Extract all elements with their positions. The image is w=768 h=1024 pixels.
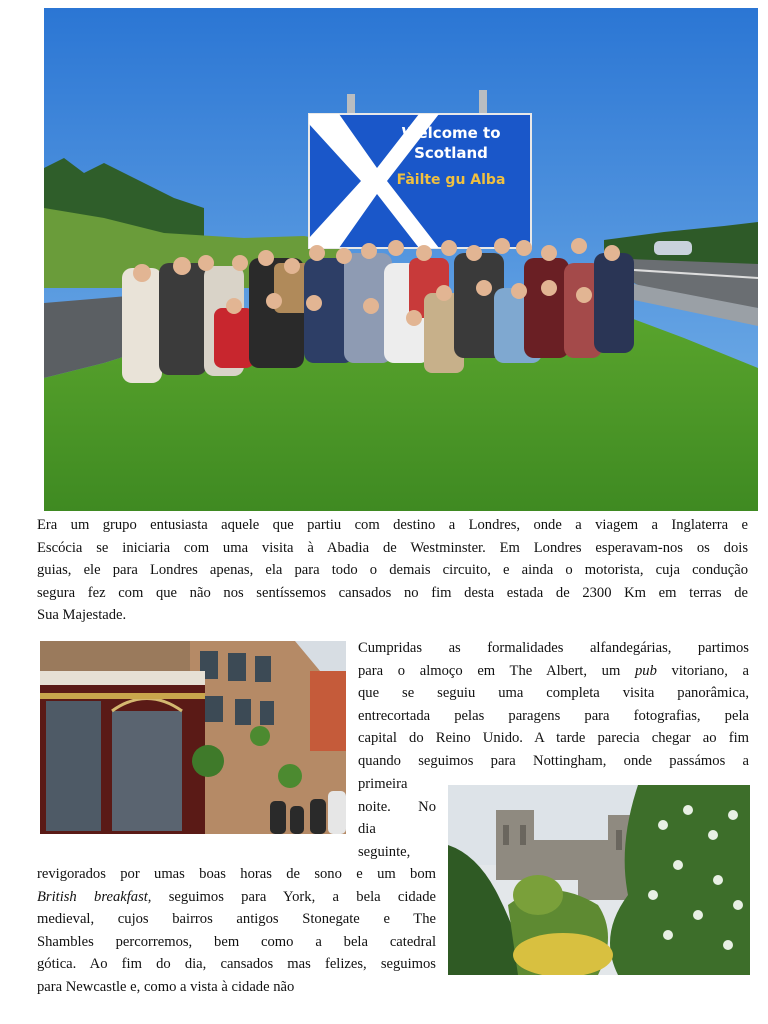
trip-line-10: seguinte, xyxy=(358,843,411,860)
trip-paragraph-upper xyxy=(358,637,749,773)
british-breakfast-italic: British breakfast, xyxy=(37,888,152,905)
trip-line-6: quando seguimos para Nottingham, onde passámos a xyxy=(358,752,749,769)
photo-welcome-to-scotland xyxy=(44,8,758,511)
photo-york-minster xyxy=(448,785,750,975)
trip-line-12: British breakfast, seguimos para York, a bela cidade xyxy=(37,888,436,905)
trip-paragraph-narrow xyxy=(358,773,436,863)
sign-text-welcome: Welcome to xyxy=(401,124,501,142)
trip-line-14: Shambles percorremos, bem como a bela catedral xyxy=(37,933,436,950)
trip-line-8: noite. No xyxy=(358,798,436,815)
intro-line-5: Sua Majestade. xyxy=(37,607,127,624)
trip-line-2: para o almoço em The Albert, um pub vitoriano, a xyxy=(358,662,749,679)
trip-line-9: dia xyxy=(358,821,376,838)
intro-paragraph xyxy=(37,514,748,627)
intro-line-3: guias, ele para Londres apenas, ela para todo o demais circuito, e ainda o motorista, cuja condução xyxy=(37,562,748,579)
intro-line-1: Era um grupo entusiasta aquele que partiu com destino a Londres, onde a viagem a Inglaterra e xyxy=(37,517,748,533)
sign-text-gaelic: Fàilte gu Alba xyxy=(396,172,506,188)
trip-line-11: revigorados por umas boas horas de sono e um bom xyxy=(37,866,436,882)
trip-line-3: que se seguiu uma completa visita panorâmica, xyxy=(358,685,749,702)
trip-line-7: primeira xyxy=(358,776,408,792)
sign-text-scotland: Scotland xyxy=(414,144,488,162)
trip-line-16: para Newcastle e, como a vista à cidade não xyxy=(37,978,295,995)
trip-line-5: capital do Reino Unido. A tarde parecia chegar ao fim xyxy=(358,730,749,747)
trip-paragraph-lower xyxy=(37,863,436,999)
photo-the-albert-pub xyxy=(40,641,346,834)
pub-italic: pub xyxy=(634,662,657,679)
trip-line-13: medieval, cujos bairros antigos Stonegate e The xyxy=(37,911,436,928)
trip-line-1: Cumpridas as formalidades alfandegárias, partimos xyxy=(358,640,749,656)
trip-line-4: entrecortada pelas paragens para fotografias, pela xyxy=(358,707,749,724)
trip-line-15: gótica. Ao fim do dia, cansados mas felizes, seguimos xyxy=(37,956,436,973)
intro-line-4: segura fez com que não nos sentíssemos cansados no fim desta estada de 2300 Km em terras de xyxy=(37,584,748,601)
intro-line-2: Escócia se iniciaria com uma visita à Abadia de Westminster. Em Londres esperavam-nos os dois xyxy=(37,539,748,556)
